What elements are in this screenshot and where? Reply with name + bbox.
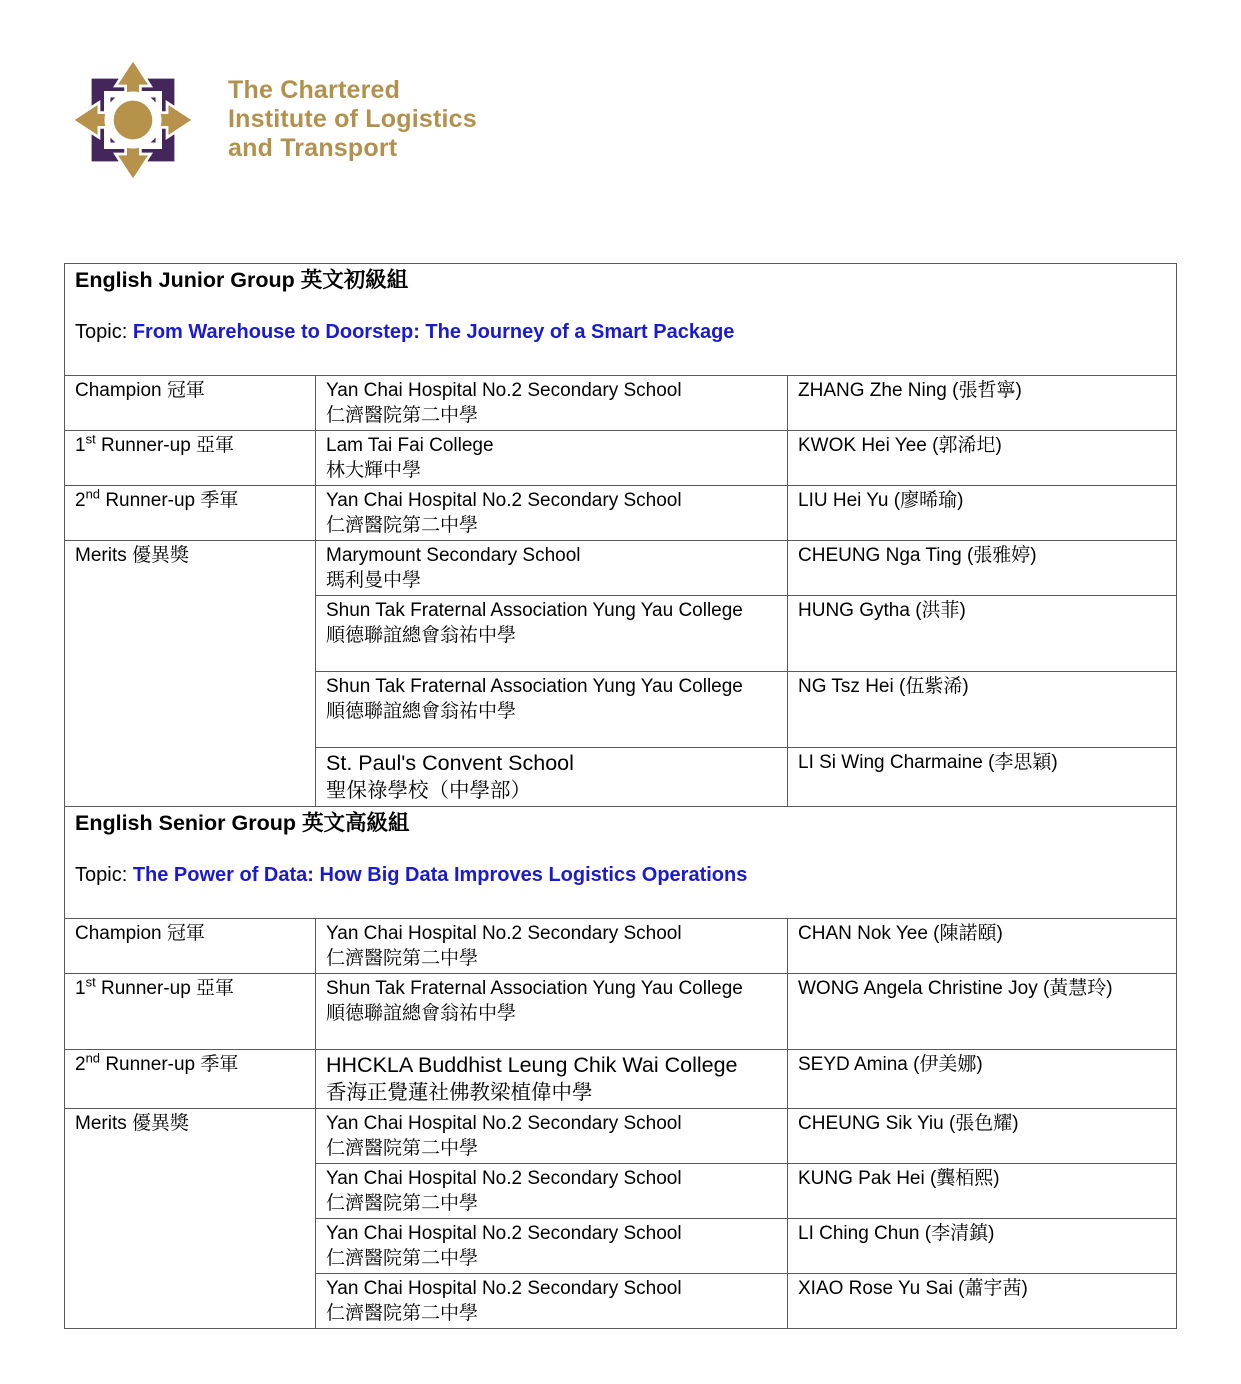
junior-merits-award <box>65 541 316 807</box>
school-name-zh: 聖保祿學校（中學部） <box>326 779 531 802</box>
cilt-compass-arrows-icon <box>64 44 202 196</box>
school-name-zh: 順德聯誼總會翁祐中學 <box>326 625 517 646</box>
junior-section-header-row <box>65 264 1177 376</box>
senior-merit1-name: CHEUNG Sik Yiu (張色耀) <box>788 1109 1177 1164</box>
junior-runner2-row <box>65 486 1177 541</box>
award-label: Runner-up <box>100 978 191 999</box>
senior-runner2-name: SEYD Amina (伊美娜) <box>788 1050 1177 1109</box>
senior-topic-line <box>75 863 1166 888</box>
school-name-en: Shun Tak Fraternal Association Yung Yau College <box>326 978 743 999</box>
award-label: Runner-up <box>105 1054 196 1075</box>
senior-section-header <box>65 807 1177 919</box>
school-name-zh: 仁濟醫院第二中學 <box>326 1138 479 1159</box>
junior-champion-school <box>316 376 788 431</box>
senior-merit3-school <box>316 1219 788 1274</box>
junior-merit3-name: NG Tsz Hei (伍紫浠) <box>788 672 1177 748</box>
junior-merit1-school <box>316 541 788 596</box>
junior-merit4-name: LI Si Wing Charmaine (李思穎) <box>788 748 1177 807</box>
school-name-zh: 順德聯誼總會翁祐中學 <box>326 701 517 722</box>
award-label: Merits <box>75 1113 127 1134</box>
award-ordinal-suffix: st <box>85 431 96 447</box>
school-name-zh: 香海正覺蓮社佛教梁植偉中學 <box>326 1081 593 1104</box>
senior-section-header-row <box>65 807 1177 919</box>
junior-runner1-row <box>65 431 1177 486</box>
senior-merit2-school <box>316 1164 788 1219</box>
senior-runner2-award <box>65 1050 316 1109</box>
school-name-en: Yan Chai Hospital No.2 Secondary School <box>326 923 682 944</box>
school-name-en: HHCKLA Buddhist Leung Chik Wai College <box>326 1053 738 1077</box>
junior-runner2-award <box>65 486 316 541</box>
award-label-zh: 冠軍 <box>166 923 205 944</box>
award-label-zh: 亞軍 <box>196 435 235 456</box>
school-name-zh: 仁濟醫院第二中學 <box>326 948 479 969</box>
school-name-en: Yan Chai Hospital No.2 Secondary School <box>326 490 682 511</box>
award-ordinal: 2 <box>75 490 86 511</box>
junior-champion-award <box>65 376 316 431</box>
school-name-en: Yan Chai Hospital No.2 Secondary School <box>326 1278 682 1299</box>
award-label: Merits <box>75 545 127 566</box>
school-name-zh: 仁濟醫院第二中學 <box>326 1303 479 1324</box>
senior-runner2-school <box>316 1050 788 1109</box>
award-label-zh: 亞軍 <box>196 978 235 999</box>
award-label-zh: 季軍 <box>200 1054 239 1075</box>
junior-runner1-school <box>316 431 788 486</box>
senior-runner1-school <box>316 974 788 1050</box>
junior-section-header <box>65 264 1177 376</box>
award-ordinal: 1 <box>75 978 86 999</box>
school-name-en: Yan Chai Hospital No.2 Secondary School <box>326 1113 682 1134</box>
logo-line-2: Institute of Logistics <box>228 105 477 133</box>
school-name-zh: 仁濟醫院第二中學 <box>326 515 479 536</box>
junior-merit2-name: HUNG Gytha (洪菲) <box>788 596 1177 672</box>
senior-merits-award <box>65 1109 316 1329</box>
award-label-zh: 季軍 <box>200 490 239 511</box>
senior-merit2-name: KUNG Pak Hei (龔栢熙) <box>788 1164 1177 1219</box>
logo-line-3: and Transport <box>228 134 398 162</box>
senior-merit3-name: LI Ching Chun (李清鎮) <box>788 1219 1177 1274</box>
junior-title-en: English Junior Group <box>75 268 295 292</box>
junior-champion-row <box>65 376 1177 431</box>
junior-runner1-award <box>65 431 316 486</box>
school-name-en: Yan Chai Hospital No.2 Secondary School <box>326 1168 682 1189</box>
senior-runner1-row <box>65 974 1177 1050</box>
senior-section-title <box>75 809 1166 837</box>
award-ordinal-suffix: st <box>85 974 96 990</box>
senior-topic-text: The Power of Data: How Big Data Improves Logistics Operations <box>132 864 748 886</box>
school-name-en: Marymount Secondary School <box>326 545 581 566</box>
school-name-en: St. Paul's Convent School <box>326 751 574 775</box>
junior-merit2-school <box>316 596 788 672</box>
junior-champion-name: ZHANG Zhe Ning (張哲寧) <box>788 376 1177 431</box>
senior-champion-name: CHAN Nok Yee (陳諾頤) <box>788 919 1177 974</box>
school-name-en: Shun Tak Fraternal Association Yung Yau College <box>326 600 743 621</box>
award-ordinal: 1 <box>75 435 86 456</box>
logo-line-1: The Chartered <box>228 76 401 104</box>
award-label-zh: 冠軍 <box>166 380 205 401</box>
school-name-en: Shun Tak Fraternal Association Yung Yau College <box>326 676 743 697</box>
school-name-zh: 順德聯誼總會翁祐中學 <box>326 1003 517 1024</box>
logo <box>0 0 1241 197</box>
senior-runner2-row <box>65 1050 1177 1109</box>
junior-merit4-school <box>316 748 788 807</box>
results-table <box>64 263 1177 1329</box>
senior-merit4-name: XIAO Rose Yu Sai (蕭宇茜) <box>788 1274 1177 1329</box>
junior-topic-line <box>75 320 1166 345</box>
award-label-zh: 優異獎 <box>132 545 190 566</box>
award-label-zh: 優異獎 <box>132 1113 190 1134</box>
senior-topic-label: Topic: <box>75 864 128 886</box>
senior-runner1-award <box>65 974 316 1050</box>
senior-title-en: English Senior Group <box>75 811 296 835</box>
school-name-en: Yan Chai Hospital No.2 Secondary School <box>326 380 682 401</box>
senior-champion-school <box>316 919 788 974</box>
award-label: Runner-up <box>105 490 196 511</box>
school-name-zh: 仁濟醫院第二中學 <box>326 1193 479 1214</box>
junior-runner2-name: LIU Hei Yu (廖晞瑜) <box>788 486 1177 541</box>
school-name-en: Yan Chai Hospital No.2 Secondary School <box>326 1223 682 1244</box>
senior-champion-award <box>65 919 316 974</box>
junior-runner2-school <box>316 486 788 541</box>
senior-merit-row-1 <box>65 1109 1177 1164</box>
school-name-zh: 瑪利曼中學 <box>326 570 422 591</box>
junior-topic-label: Topic: <box>75 321 128 343</box>
school-name-en: Lam Tai Fai College <box>326 435 494 456</box>
award-label: Champion <box>75 923 162 944</box>
logo-wordmark <box>228 76 477 163</box>
junior-section-title <box>75 266 1166 294</box>
award-ordinal-suffix: nd <box>85 1050 101 1066</box>
award-ordinal: 2 <box>75 1054 86 1075</box>
award-ordinal-suffix: nd <box>85 486 101 502</box>
junior-topic-text: From Warehouse to Doorstep: The Journey of a Smart Package <box>132 321 735 343</box>
senior-merit1-school <box>316 1109 788 1164</box>
school-name-zh: 仁濟醫院第二中學 <box>326 1248 479 1269</box>
award-label: Champion <box>75 380 162 401</box>
junior-title-zh: 英文初級組 <box>300 268 409 292</box>
junior-merit-row-1 <box>65 541 1177 596</box>
award-label: Runner-up <box>100 435 191 456</box>
senior-runner1-name: WONG Angela Christine Joy (黃慧玲) <box>788 974 1177 1050</box>
school-name-zh: 仁濟醫院第二中學 <box>326 405 479 426</box>
senior-merit4-school <box>316 1274 788 1329</box>
junior-merit1-name: CHEUNG Nga Ting (張雅婷) <box>788 541 1177 596</box>
junior-merit3-school <box>316 672 788 748</box>
junior-runner1-name: KWOK Hei Yee (郭浠圯) <box>788 431 1177 486</box>
senior-title-zh: 英文高級組 <box>301 811 410 835</box>
school-name-zh: 林大輝中學 <box>326 460 422 481</box>
senior-champion-row <box>65 919 1177 974</box>
